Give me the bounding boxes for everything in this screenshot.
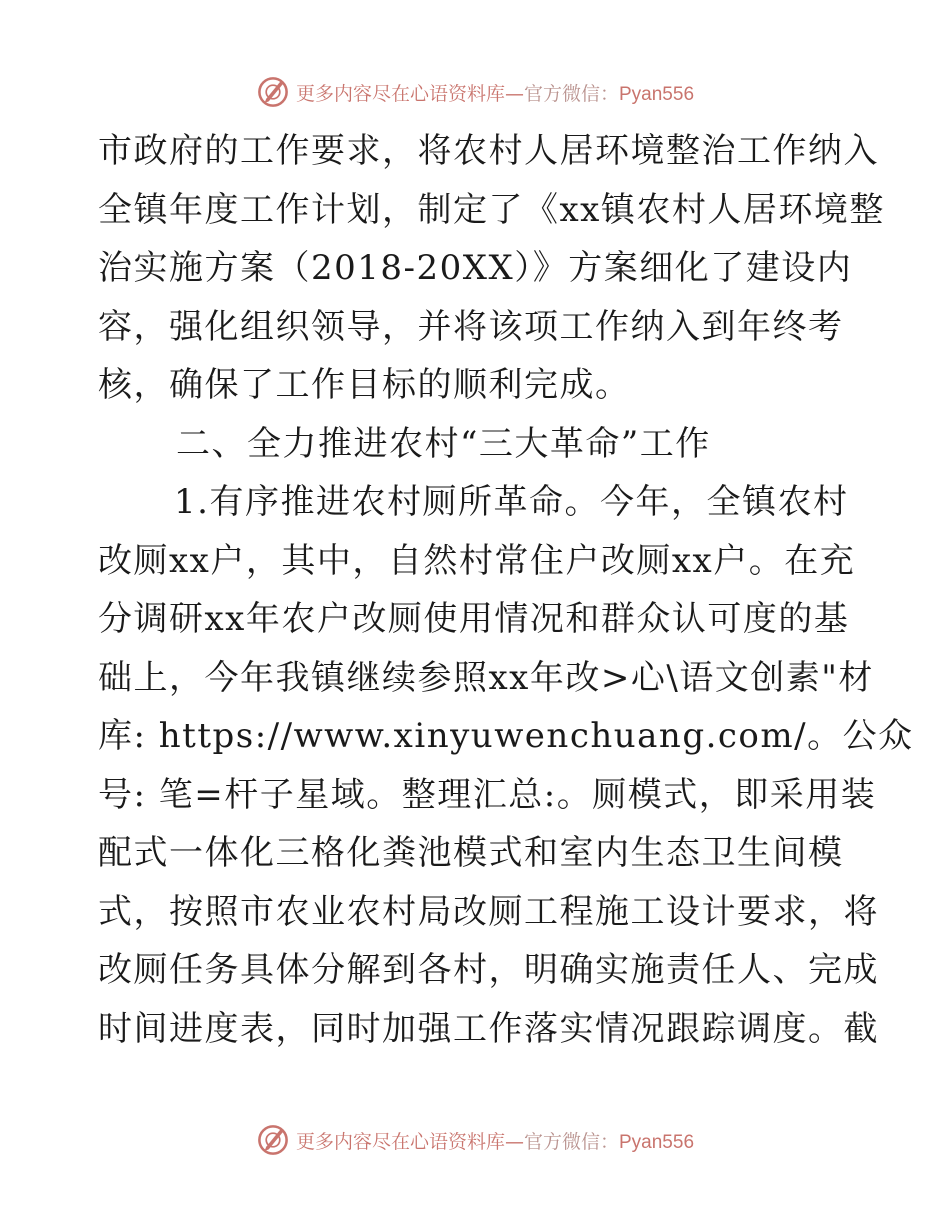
banner-dash: — xyxy=(504,82,524,105)
body-line-9: 分调研xx年农户改厕使用情况和群众认可度的基 xyxy=(98,599,850,639)
body-line-14: 式，按照市农业农村局改厕工程施工设计要求，将 xyxy=(98,891,879,932)
document-body xyxy=(98,122,914,1058)
banner-prefix: 更多内容尽在心语资料库 xyxy=(295,1130,505,1153)
banner-official: 官方微信： xyxy=(523,82,619,105)
banner-handle: Pyan556 xyxy=(619,83,695,105)
body-line-10: 础上，今年我镇继续参照xx年改>心\语文创素"材 xyxy=(98,657,874,698)
footer-watermark-banner xyxy=(0,1120,950,1160)
header-watermark-banner xyxy=(0,72,950,112)
body-line-7: 1.有序推进农村厕所革命。今年，全镇农村 xyxy=(174,482,849,522)
body-line-12: 号: 笔=杆子星域。整理汇总:。厕模式，即采用装 xyxy=(98,774,877,815)
brand-logo-icon xyxy=(256,75,290,109)
brand-logo-icon xyxy=(256,1123,290,1157)
body-line-1: 市政府的工作要求，将农村人居环境整治工作纳入 xyxy=(98,131,879,171)
section-heading: 二、全力推进农村“三大革命”工作 xyxy=(176,423,711,464)
body-line-5: 核，确保了工作目标的顺利完成。 xyxy=(98,365,631,405)
banner-text xyxy=(296,1127,694,1154)
body-line-16: 时间进度表，同时加强工作落实情况跟踪调度。截 xyxy=(98,1008,879,1049)
body-line-13: 配式一体化三格化粪池模式和室内生态卫生间模 xyxy=(98,833,844,873)
body-line-11: 库: https://www.xinyuwenchuang.com/。公众 xyxy=(98,716,914,756)
banner-handle: Pyan556 xyxy=(619,1131,695,1153)
body-line-3: 治实施方案（2018-20XX）》方案细化了建设内 xyxy=(98,248,853,288)
banner-dash: — xyxy=(504,1130,524,1153)
body-line-8: 改厕xx户，其中，自然村常住户改厕xx户。在充 xyxy=(98,540,856,581)
banner-official: 官方微信： xyxy=(523,1130,619,1153)
body-line-15: 改厕任务具体分解到各村，明确实施责任人、完成 xyxy=(98,950,879,990)
banner-text xyxy=(296,79,694,106)
banner-prefix: 更多内容尽在心语资料库 xyxy=(295,82,505,105)
body-line-4: 容，强化组织领导，并将该项工作纳入到年终考 xyxy=(98,306,844,347)
body-line-2: 全镇年度工作计划，制定了《xx镇农村人居环境整 xyxy=(98,189,885,230)
